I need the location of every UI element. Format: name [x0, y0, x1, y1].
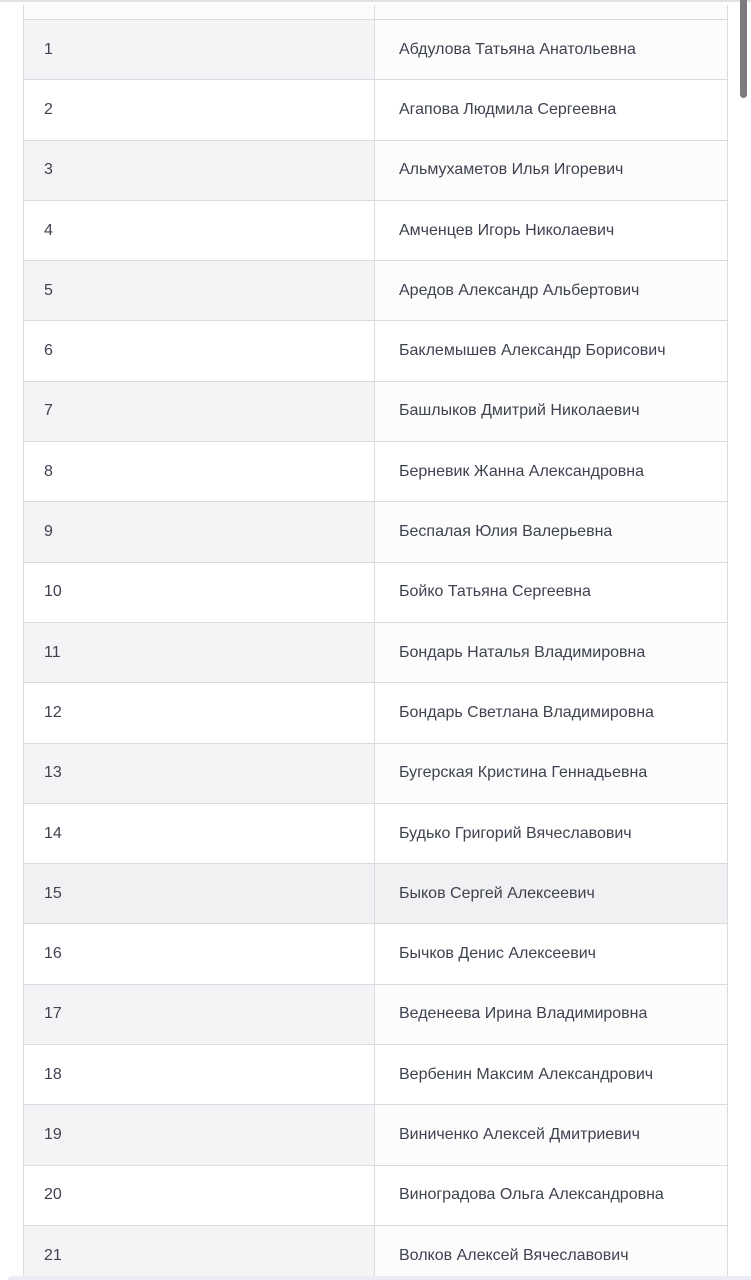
row-number: 6: [44, 342, 53, 360]
table-row[interactable]: [24, 924, 727, 984]
row-number: 17: [44, 1005, 62, 1023]
table-row[interactable]: [24, 985, 727, 1045]
table-row[interactable]: [24, 201, 727, 261]
row-number: 14: [44, 824, 62, 842]
row-name: Амченцев Игорь Николаевич: [399, 221, 615, 239]
row-number: 13: [44, 764, 62, 782]
table-row[interactable]: [24, 563, 727, 623]
row-name: Агапова Людмила Сергеевна: [399, 100, 617, 118]
table-row[interactable]: [24, 80, 727, 140]
row-name: Альмухаметов Илья Игоревич: [399, 161, 624, 179]
row-name: Беспалая Юлия Валерьевна: [399, 523, 613, 541]
row-name: Аредов Александр Альбертович: [399, 281, 640, 299]
row-name: Баклемышев Александр Борисович: [399, 342, 666, 360]
table-row[interactable]: [24, 20, 727, 80]
vertical-scrollbar-thumb[interactable]: [740, 0, 747, 98]
table-row[interactable]: [24, 623, 727, 683]
table-row[interactable]: [24, 442, 727, 502]
row-name: Будько Григорий Вячеславович: [399, 824, 632, 842]
row-number: 21: [44, 1246, 62, 1264]
row-number: 5: [44, 281, 53, 299]
row-number: 8: [44, 462, 53, 480]
table-rows: [24, 20, 727, 1280]
table-row[interactable]: [24, 864, 727, 924]
table-row[interactable]: [24, 502, 727, 562]
row-number: 12: [44, 703, 62, 721]
table-row[interactable]: [24, 804, 727, 864]
row-number: 10: [44, 583, 62, 601]
row-number: 11: [44, 643, 61, 661]
table-row[interactable]: [24, 1226, 727, 1280]
row-number: 16: [44, 945, 62, 963]
bottom-edge: [8, 1276, 751, 1280]
row-name: Берневик Жанна Александровна: [399, 462, 644, 480]
row-name: Абдулова Татьяна Анатольевна: [399, 40, 636, 58]
row-number: 4: [44, 221, 53, 239]
table-row[interactable]: [24, 1105, 727, 1165]
table-row[interactable]: [24, 141, 727, 201]
row-name: Бондарь Наталья Владимировна: [399, 643, 646, 661]
row-number: 18: [44, 1065, 62, 1083]
table-row[interactable]: [24, 1045, 727, 1105]
table-row[interactable]: [24, 744, 727, 804]
row-name: Бойко Татьяна Сергеевна: [399, 583, 591, 601]
row-number: 9: [44, 523, 53, 541]
row-name: Башлыков Дмитрий Николаевич: [399, 402, 640, 420]
table-row[interactable]: [24, 683, 727, 743]
table-row[interactable]: [24, 1166, 727, 1226]
table-row[interactable]: [24, 321, 727, 381]
row-number: 15: [44, 884, 62, 902]
staff-table: [23, 5, 728, 1280]
row-name: Бугерская Кристина Геннадьевна: [399, 764, 648, 782]
header-cell-name: [375, 5, 727, 19]
table-row[interactable]: [24, 261, 727, 321]
row-number: 1: [44, 40, 53, 58]
row-name: Веденеева Ирина Владимировна: [399, 1005, 648, 1023]
row-number: 7: [44, 402, 53, 420]
table-header-partial: [24, 5, 727, 20]
row-name: Виноградова Ольга Александровна: [399, 1186, 664, 1204]
row-name: Вербенин Максим Александрович: [399, 1065, 654, 1083]
row-number: 2: [44, 100, 53, 118]
header-cell-number: [24, 5, 375, 19]
row-name: Виниченко Алексей Дмитриевич: [399, 1125, 640, 1143]
top-edge-divider: [0, 0, 751, 2]
row-name: Волков Алексей Вячеславович: [399, 1246, 629, 1264]
row-name: Бычков Денис Алексеевич: [399, 945, 596, 963]
row-name: Быков Сергей Алексеевич: [399, 884, 595, 902]
row-number: 3: [44, 161, 53, 179]
row-number: 19: [44, 1125, 62, 1143]
row-name: Бондарь Светлана Владимировна: [399, 703, 654, 721]
table-row[interactable]: [24, 382, 727, 442]
row-number: 20: [44, 1186, 62, 1204]
